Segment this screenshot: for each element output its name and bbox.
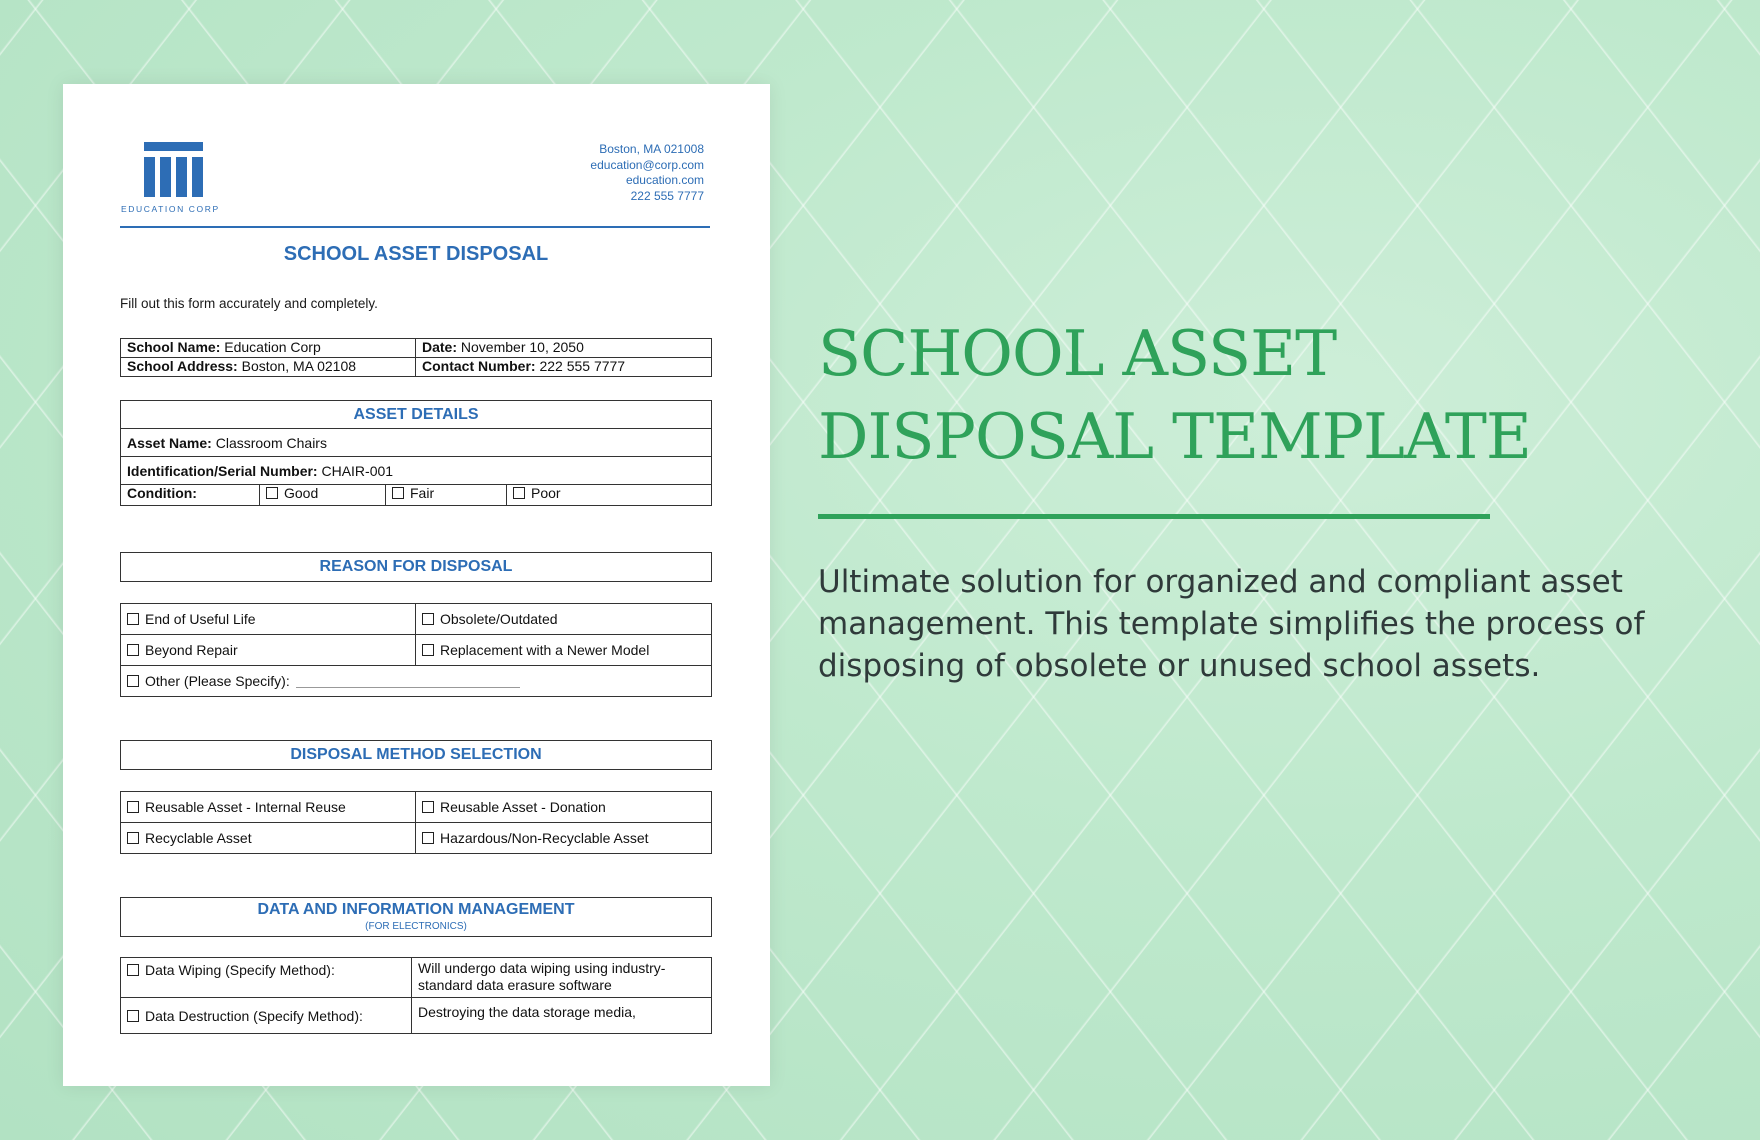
data-mgmt-subtitle: (FOR ELECTRONICS) — [365, 921, 467, 932]
promo-title-line1: SCHOOL ASSET — [818, 317, 1337, 390]
data-wiping-value: Will undergo data wiping using industry-standard data erasure software — [412, 958, 712, 998]
header-divider — [120, 226, 710, 228]
checkbox-icon[interactable] — [422, 644, 434, 656]
condition-good[interactable]: Good — [260, 485, 386, 506]
method-table — [120, 791, 712, 854]
checkbox-icon[interactable] — [422, 832, 434, 844]
contact-block — [590, 142, 704, 204]
serial-number-cell: Identification/Serial Number: CHAIR-001 — [121, 457, 712, 485]
method-donation[interactable]: Reusable Asset - Donation — [416, 792, 712, 823]
data-wiping-label[interactable]: Data Wiping (Specify Method): — [121, 958, 412, 998]
asset-name-cell: Asset Name: Classroom Chairs — [121, 429, 712, 457]
other-specify-line[interactable] — [296, 687, 520, 688]
method-hazardous[interactable]: Hazardous/Non-Recyclable Asset — [416, 823, 712, 854]
checkbox-icon[interactable] — [127, 801, 139, 813]
checkbox-icon[interactable] — [127, 832, 139, 844]
promo-description: Ultimate solution for organized and compliant asset management. This template simplifies the process of disposing of obsolete or unused school assets. — [818, 564, 1645, 684]
date-cell: Date: November 10, 2050 — [416, 339, 712, 358]
data-destruction-value: Destroying the data storage media, — [412, 998, 712, 1034]
data-mgmt-table — [120, 957, 712, 1034]
checkbox-icon[interactable] — [513, 487, 525, 499]
school-info-table — [120, 338, 712, 377]
education-corp-logo — [121, 142, 229, 212]
asset-details-table — [120, 400, 712, 506]
promo-title-line2: DISPOSAL TEMPLATE — [818, 400, 1531, 473]
reason-heading: REASON FOR DISPOSAL — [120, 552, 712, 582]
logo-text: EDUCATION CORP — [121, 204, 220, 214]
contact-number-cell: Contact Number: 222 555 7777 — [416, 358, 712, 377]
checkbox-icon[interactable] — [266, 487, 278, 499]
contact-email: education@corp.com — [590, 157, 704, 172]
data-destruction-label[interactable]: Data Destruction (Specify Method): — [121, 998, 412, 1034]
method-heading: DISPOSAL METHOD SELECTION — [120, 740, 712, 770]
contact-website: education.com — [625, 173, 704, 187]
checkbox-icon[interactable] — [127, 964, 139, 976]
promo-title — [818, 312, 1678, 478]
document-title: SCHOOL ASSET DISPOSAL — [283, 243, 549, 265]
document-page — [63, 84, 770, 1086]
intro-text: Fill out this form accurately and completely. — [120, 296, 378, 311]
contact-phone: 222 555 7777 — [630, 188, 704, 203]
reason-other[interactable]: Other (Please Specify): — [121, 666, 712, 697]
data-mgmt-heading — [120, 897, 712, 937]
checkbox-icon[interactable] — [127, 675, 139, 687]
checkbox-icon[interactable] — [127, 1010, 139, 1022]
method-internal-reuse[interactable]: Reusable Asset - Internal Reuse — [121, 792, 416, 823]
checkbox-icon[interactable] — [127, 644, 139, 656]
contact-address: Boston, MA 021008 — [599, 142, 704, 156]
school-name-cell: School Name: Education Corp — [121, 339, 416, 358]
reason-obsolete[interactable]: Obsolete/Outdated — [416, 604, 712, 635]
condition-label: Condition: — [121, 485, 260, 506]
reason-table — [120, 603, 712, 697]
school-address-cell: School Address: Boston, MA 02108 — [121, 358, 416, 377]
checkbox-icon[interactable] — [127, 613, 139, 625]
condition-fair[interactable]: Fair — [386, 485, 507, 506]
reason-replacement[interactable]: Replacement with a Newer Model — [416, 635, 712, 666]
promo-divider — [818, 514, 1490, 519]
data-mgmt-title: DATA AND INFORMATION MANAGEMENT — [257, 901, 575, 918]
condition-poor[interactable]: Poor — [507, 485, 712, 506]
checkbox-icon[interactable] — [422, 613, 434, 625]
reason-beyond-repair[interactable]: Beyond Repair — [121, 635, 416, 666]
checkbox-icon[interactable] — [422, 801, 434, 813]
reason-end-of-life[interactable]: End of Useful Life — [121, 604, 416, 635]
method-recyclable[interactable]: Recyclable Asset — [121, 823, 416, 854]
checkbox-icon[interactable] — [392, 487, 404, 499]
asset-details-heading: ASSET DETAILS — [121, 401, 712, 429]
